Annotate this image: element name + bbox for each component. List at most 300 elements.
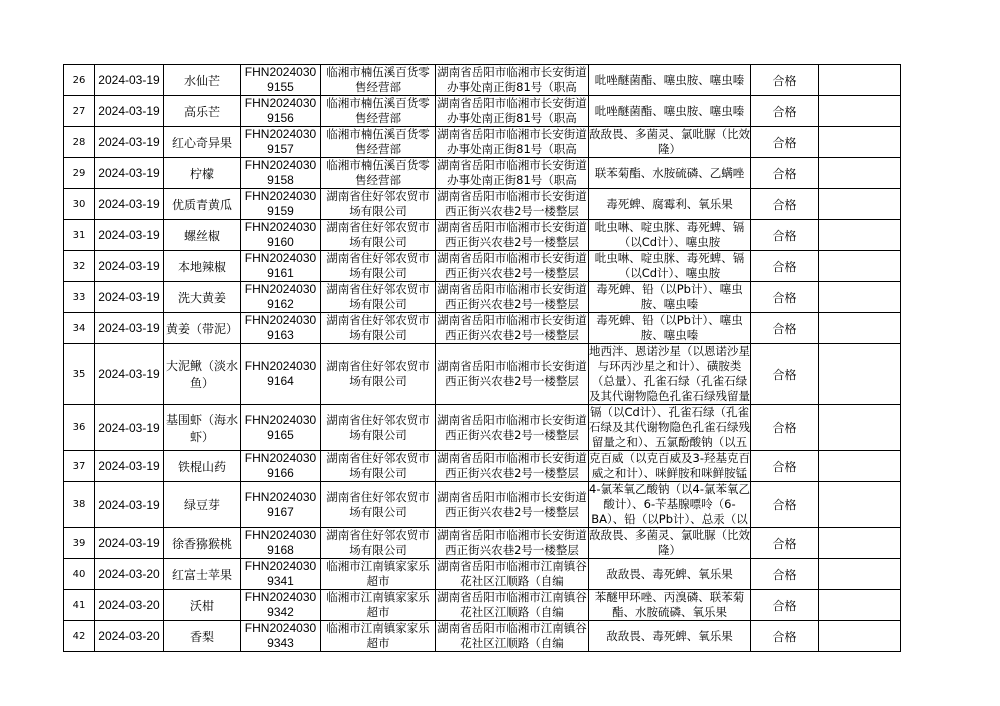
remark-cell — [819, 344, 901, 405]
sample-code-cell — [241, 313, 321, 344]
cell-text: 湖南省岳阳市临湘市江南镇谷花社区江顺路（自编 — [437, 621, 587, 650]
sample-code-part1: FHN2024030 — [244, 96, 317, 110]
result-cell — [751, 313, 819, 344]
test-result: 合格 — [772, 197, 797, 212]
sample-name-cell — [164, 282, 241, 313]
cell-text: 湖南省住好邻农贸市场有限公司 — [326, 313, 430, 342]
sampled-company-cell — [321, 482, 436, 528]
sampling-date-cell — [95, 220, 164, 251]
sample-code-part2: 9162 — [267, 297, 294, 311]
test-result: 合格 — [772, 498, 797, 512]
cell-text: 湖南省岳阳市临湘市长安街道办事处南正街81号（职高 — [437, 127, 587, 156]
test-result: 合格 — [772, 567, 797, 582]
sample-name: 绿豆芽 — [183, 498, 220, 512]
test-result: 合格 — [772, 459, 797, 474]
table-row — [64, 451, 901, 482]
cell-text: 湖南省岳阳市临湘市江南镇谷花社区江顺路（自编 — [437, 559, 587, 588]
remark-cell — [819, 158, 901, 189]
result-cell — [751, 96, 819, 127]
result-cell — [751, 127, 819, 158]
cell-text: 毒死蜱、铅（以Pb计）、噻虫胺、噻虫嗪 — [596, 313, 743, 342]
remark-cell — [819, 482, 901, 528]
cell-text: 湖南省住好邻农贸市场有限公司 — [326, 282, 430, 311]
row-number: 30 — [72, 198, 86, 210]
sample-code-cell — [241, 344, 321, 405]
remark-cell — [819, 528, 901, 559]
cell-text: 联苯菊酯、水胺硫磷、乙螨唑 — [594, 165, 745, 180]
row-number: 34 — [72, 322, 86, 334]
sample-name-cell — [164, 65, 241, 96]
row-number: 38 — [72, 499, 86, 510]
cell-text: 4-氯苯氧乙酸钠（以4-氯苯氧乙酸计）、6-苄基腺嘌呤（6-BA）、铅（以Pb计）、总汞（以 — [589, 482, 750, 526]
result-cell — [751, 482, 819, 528]
sampled-company-cell — [321, 282, 436, 313]
cell-text: 湖南省住好邻农贸市场有限公司 — [326, 220, 430, 249]
sample-code-part2: 9161 — [267, 266, 294, 280]
table-row — [64, 344, 901, 405]
test-result: 合格 — [772, 73, 797, 88]
table-row — [64, 189, 901, 220]
cell-text: 湖南省岳阳市临湘市长安街道办事处南正街81号（职高 — [437, 158, 587, 187]
sample-code-part1: FHN2024030 — [244, 158, 317, 172]
row-number: 37 — [72, 460, 86, 472]
row-number-cell — [64, 65, 95, 96]
sampling-date-cell — [95, 528, 164, 559]
cell-text: 敌敌畏、多菌灵、氯吡脲（比效隆） — [589, 528, 750, 557]
sample-name-cell — [164, 313, 241, 344]
remark-cell — [819, 127, 901, 158]
row-number: 32 — [72, 260, 86, 272]
cell-text: 毒死蜱、铅（以Pb计）、噻虫胺、噻虫嗪 — [596, 282, 743, 311]
sample-code-part2: 9341 — [267, 574, 294, 588]
result-cell — [751, 451, 819, 482]
test-result: 合格 — [772, 166, 797, 181]
sample-code-cell — [241, 405, 321, 451]
test-items-cell — [589, 482, 751, 528]
table-row — [64, 528, 901, 559]
cell-text: 湖南省住好邻农贸市场有限公司 — [326, 189, 430, 218]
table-row — [64, 282, 901, 313]
sampled-company-cell — [321, 313, 436, 344]
row-number: 26 — [72, 74, 86, 86]
sample-code-part1: FHN2024030 — [244, 313, 317, 327]
sample-code-cell — [241, 482, 321, 528]
sampling-date: 2024-03-19 — [98, 73, 160, 87]
cell-text: 湖南省岳阳市临湘市长安街道西正街兴农巷2号一楼整层 — [437, 313, 587, 342]
remark-cell — [819, 621, 901, 652]
row-number: 39 — [72, 537, 86, 549]
sampled-company-cell — [321, 96, 436, 127]
remark-cell — [819, 96, 901, 127]
table-row — [64, 559, 901, 590]
result-cell — [751, 158, 819, 189]
sampled-company-cell — [321, 220, 436, 251]
remark-cell — [819, 220, 901, 251]
sampling-date: 2024-03-19 — [98, 321, 160, 335]
sampled-company-cell — [321, 621, 436, 652]
cell-text: 湖南省岳阳市临湘市长安街道西正街兴农巷2号一楼整层 — [437, 220, 587, 249]
sampling-date-cell — [95, 405, 164, 451]
sample-code-part1: FHN2024030 — [244, 621, 317, 635]
sampling-date-cell — [95, 590, 164, 621]
sample-code-part2: 9167 — [267, 504, 294, 519]
table-row — [64, 251, 901, 282]
table-row — [64, 621, 901, 652]
test-items-cell — [589, 344, 751, 405]
company-address-cell — [436, 621, 589, 652]
sampling-date: 2024-03-19 — [98, 420, 160, 435]
sample-name: 优质青黄瓜 — [171, 197, 232, 212]
test-items-cell — [589, 405, 751, 451]
test-items-cell — [589, 127, 751, 158]
sampling-date-cell — [95, 559, 164, 590]
sample-code-part1: FHN2024030 — [244, 528, 317, 542]
company-address-cell — [436, 251, 589, 282]
sample-code-part1: FHN2024030 — [244, 489, 317, 504]
sample-code-part2: 9157 — [267, 142, 294, 156]
sampling-date: 2024-03-20 — [98, 567, 160, 581]
cell-text: 湖南省岳阳市临湘市长安街道西正街兴农巷2号一楼整层 — [437, 359, 587, 388]
sample-code-part1: FHN2024030 — [244, 251, 317, 265]
company-address-cell — [436, 96, 589, 127]
sampling-date-cell — [95, 451, 164, 482]
sample-name: 大泥鳅（淡水鱼） — [165, 359, 238, 390]
sample-name: 黄姜（带泥） — [165, 321, 238, 336]
sampled-company-cell — [321, 559, 436, 590]
row-number-cell — [64, 482, 95, 528]
company-address-cell — [436, 528, 589, 559]
sampling-date-cell — [95, 282, 164, 313]
sample-code-cell — [241, 282, 321, 313]
sample-code-part2: 9159 — [267, 204, 294, 218]
sample-code-cell — [241, 621, 321, 652]
row-number-cell — [64, 590, 95, 621]
sampling-date-cell — [95, 127, 164, 158]
company-address-cell — [436, 189, 589, 220]
row-number-cell — [64, 251, 95, 282]
row-number-cell — [64, 189, 95, 220]
table-row — [64, 96, 901, 127]
company-address-cell — [436, 559, 589, 590]
sampling-date: 2024-03-20 — [98, 598, 160, 612]
sample-name: 沃柑 — [189, 598, 214, 613]
sampling-date: 2024-03-19 — [98, 197, 160, 211]
result-cell — [751, 220, 819, 251]
sampling-date-cell — [95, 96, 164, 127]
row-number: 42 — [72, 630, 86, 642]
sample-code-part1: FHN2024030 — [244, 590, 317, 604]
cell-text: 湖南省岳阳市临湘市长安街道西正街兴农巷2号一楼整层 — [437, 489, 587, 519]
cell-text: 敌敌畏、毒死蜱、氧乐果 — [606, 566, 733, 581]
sampling-date: 2024-03-19 — [98, 135, 160, 149]
company-address-cell — [436, 482, 589, 528]
sampling-date: 2024-03-19 — [98, 459, 160, 473]
result-cell — [751, 405, 819, 451]
sample-name-cell — [164, 405, 241, 451]
cell-text: 镉（以Cd计）、孔雀石绿（孔雀石绿及其代谢物隐色孔雀石绿残留量之和）、五氯酚酸钠（以五 — [589, 405, 750, 449]
sample-code-cell — [241, 528, 321, 559]
sample-name-cell — [164, 559, 241, 590]
sample-code-part2: 9343 — [267, 636, 294, 650]
sample-name-cell — [164, 189, 241, 220]
sample-code-part2: 9156 — [267, 111, 294, 125]
cell-text: 苯醚甲环唑、丙溴磷、联苯菊酯、水胺硫磷、氧乐果 — [594, 590, 745, 619]
sampling-date-cell — [95, 251, 164, 282]
sampling-date: 2024-03-19 — [98, 259, 160, 273]
remark-cell — [819, 590, 901, 621]
company-address-cell — [436, 313, 589, 344]
sampling-date-cell — [95, 344, 164, 405]
sampling-date: 2024-03-19 — [98, 290, 160, 304]
cell-text: 吡虫啉、啶虫脒、毒死蜱、镉（以Cd计）、噻虫胺 — [594, 220, 745, 249]
sampling-date: 2024-03-20 — [98, 629, 160, 643]
row-number-cell — [64, 621, 95, 652]
cell-text: 临湘市楠伍溪百货零售经营部 — [326, 127, 430, 156]
company-address-cell — [436, 590, 589, 621]
sampled-company-cell — [321, 189, 436, 220]
row-number-cell — [64, 344, 95, 405]
sample-name: 柠檬 — [189, 166, 214, 181]
cell-text: 临湘市江南镇家家乐超市 — [326, 590, 430, 619]
sampling-date-cell — [95, 313, 164, 344]
sampling-date: 2024-03-19 — [98, 228, 160, 242]
cell-text: 湖南省住好邻农贸市场有限公司 — [326, 251, 430, 280]
test-result: 合格 — [772, 228, 797, 243]
cell-text: 临湘市楠伍溪百货零售经营部 — [326, 96, 430, 125]
sampling-date-cell — [95, 65, 164, 96]
remark-cell — [819, 451, 901, 482]
sample-name: 香梨 — [189, 629, 214, 644]
cell-text: 湖南省岳阳市临湘市长安街道西正街兴农巷2号一楼整层 — [437, 528, 587, 557]
result-cell — [751, 528, 819, 559]
sample-code-cell — [241, 590, 321, 621]
sample-code-part1: FHN2024030 — [244, 359, 317, 373]
row-number-cell — [64, 96, 95, 127]
table-row — [64, 220, 901, 251]
sample-code-part2: 9168 — [267, 543, 294, 557]
table-row — [64, 127, 901, 158]
sample-name-cell — [164, 451, 241, 482]
remark-cell — [819, 282, 901, 313]
result-cell — [751, 621, 819, 652]
cell-text: 临湘市江南镇家家乐超市 — [326, 621, 430, 650]
sample-code-part1: FHN2024030 — [244, 451, 317, 465]
sampled-company-cell — [321, 528, 436, 559]
sample-code-cell — [241, 158, 321, 189]
sampling-date-cell — [95, 189, 164, 220]
table-body — [64, 65, 901, 652]
sample-name: 基围虾（海水虾） — [165, 412, 238, 444]
company-address-cell — [436, 451, 589, 482]
company-address-cell — [436, 405, 589, 451]
cell-text: 湖南省岳阳市临湘市江南镇谷花社区江顺路（自编 — [437, 590, 587, 619]
cell-text: 敌敌畏、毒死蜱、氧乐果 — [606, 628, 733, 643]
sample-name: 徐香猕猴桃 — [171, 536, 232, 551]
cell-text: 湖南省岳阳市临湘市长安街道西正街兴农巷2号一楼整层 — [437, 412, 587, 442]
row-number: 41 — [72, 599, 86, 611]
remark-cell — [819, 189, 901, 220]
test-items-cell — [589, 189, 751, 220]
sample-code-part2: 9158 — [267, 173, 294, 187]
test-items-cell — [589, 282, 751, 313]
test-result: 合格 — [772, 598, 797, 613]
cell-text: 敌敌畏、多菌灵、氯吡脲（比效隆） — [589, 127, 750, 156]
test-items-cell — [589, 251, 751, 282]
sample-code-part2: 9160 — [267, 235, 294, 249]
table-row — [64, 405, 901, 451]
company-address-cell — [436, 65, 589, 96]
sample-code-part2: 9166 — [267, 466, 294, 480]
result-cell — [751, 282, 819, 313]
sample-code-cell — [241, 451, 321, 482]
row-number-cell — [64, 158, 95, 189]
test-result: 合格 — [772, 536, 797, 551]
sampling-date: 2024-03-19 — [98, 166, 160, 180]
row-number: 29 — [72, 167, 86, 179]
cell-text: 吡唑醚菌酯、噻虫胺、噻虫嗪 — [594, 103, 745, 118]
sampled-company-cell — [321, 405, 436, 451]
remark-cell — [819, 313, 901, 344]
sampled-company-cell — [321, 590, 436, 621]
cell-text: 湖南省住好邻农贸市场有限公司 — [326, 489, 430, 519]
sample-name-cell — [164, 96, 241, 127]
cell-text: 湖南省住好邻农贸市场有限公司 — [326, 451, 430, 480]
row-number-cell — [64, 282, 95, 313]
remark-cell — [819, 65, 901, 96]
sample-name-cell — [164, 251, 241, 282]
sampled-company-cell — [321, 251, 436, 282]
sample-name: 铁棍山药 — [177, 459, 226, 474]
table-row — [64, 482, 901, 528]
test-items-cell — [589, 158, 751, 189]
company-address-cell — [436, 127, 589, 158]
test-result: 合格 — [772, 367, 797, 382]
sample-code-part1: FHN2024030 — [244, 412, 317, 427]
row-number: 35 — [72, 368, 86, 380]
sampled-company-cell — [321, 344, 436, 405]
cell-text: 湖南省岳阳市临湘市长安街道西正街兴农巷2号一楼整层 — [437, 189, 587, 218]
sample-code-part2: 9155 — [267, 80, 294, 94]
result-cell — [751, 590, 819, 621]
cell-text: 湖南省岳阳市临湘市长安街道办事处南正街81号（职高 — [437, 96, 587, 125]
sampled-company-cell — [321, 65, 436, 96]
cell-text: 湖南省住好邻农贸市场有限公司 — [326, 412, 430, 442]
sample-code-cell — [241, 127, 321, 158]
sample-name: 洗大黄姜 — [177, 290, 226, 305]
sampling-date: 2024-03-19 — [98, 367, 160, 381]
sampled-company-cell — [321, 451, 436, 482]
test-items-cell — [589, 559, 751, 590]
test-items-cell — [589, 621, 751, 652]
remark-cell — [819, 405, 901, 451]
sampled-company-cell — [321, 127, 436, 158]
test-items-cell — [589, 65, 751, 96]
cell-text: 湖南省岳阳市临湘市长安街道西正街兴农巷2号一楼整层 — [437, 282, 587, 311]
row-number: 31 — [72, 229, 86, 241]
sample-code-part1: FHN2024030 — [244, 282, 317, 296]
sample-code-part2: 9163 — [267, 328, 294, 342]
remark-cell — [819, 251, 901, 282]
sample-name-cell — [164, 528, 241, 559]
sampling-date: 2024-03-19 — [98, 536, 160, 550]
row-number: 36 — [72, 422, 86, 433]
cell-text: 克百威（以克百威及3-羟基克百威之和计）、咪鲜胺和咪鲜胺锰 — [589, 451, 750, 480]
sample-code-cell — [241, 220, 321, 251]
test-items-cell — [589, 313, 751, 344]
test-result: 合格 — [772, 135, 797, 150]
cell-text: 吡唑醚菌酯、噻虫胺、噻虫嗪 — [594, 72, 745, 87]
test-items-cell — [589, 590, 751, 621]
sample-name-cell — [164, 344, 241, 405]
company-address-cell — [436, 158, 589, 189]
sample-code-cell — [241, 65, 321, 96]
sample-name: 红富士苹果 — [171, 567, 232, 582]
sample-code-part2: 9164 — [267, 374, 294, 388]
cell-text: 地西泮、恩诺沙星（以恩诺沙星与环丙沙星之和计）、磺胺类（总量）、孔雀石绿（孔雀石绿及其代谢物隐色孔雀石绿残留量 — [589, 344, 750, 403]
row-number: 27 — [72, 105, 86, 117]
cell-text: 湖南省岳阳市临湘市长安街道办事处南正街81号（职高 — [437, 65, 587, 94]
cell-text: 湖南省岳阳市临湘市长安街道西正街兴农巷2号一楼整层 — [437, 451, 587, 480]
sample-code-part2: 9342 — [267, 605, 294, 619]
sample-code-part1: FHN2024030 — [244, 65, 317, 79]
cell-text: 吡虫啉、啶虫脒、毒死蜱、镉（以Cd计）、噻虫胺 — [594, 251, 745, 280]
test-result: 合格 — [772, 629, 797, 644]
test-result: 合格 — [772, 421, 797, 435]
sampling-date-cell — [95, 621, 164, 652]
row-number-cell — [64, 451, 95, 482]
sample-code-part1: FHN2024030 — [244, 127, 317, 141]
test-result: 合格 — [772, 290, 797, 305]
sample-code-part1: FHN2024030 — [244, 189, 317, 203]
company-address-cell — [436, 344, 589, 405]
sample-code-cell — [241, 559, 321, 590]
result-cell — [751, 189, 819, 220]
company-address-cell — [436, 282, 589, 313]
table-row — [64, 65, 901, 96]
row-number-cell — [64, 405, 95, 451]
row-number: 40 — [72, 568, 86, 580]
sample-name: 红心奇异果 — [171, 135, 232, 150]
remark-cell — [819, 559, 901, 590]
row-number-cell — [64, 313, 95, 344]
test-items-cell — [589, 96, 751, 127]
inspection-results-table — [63, 64, 901, 652]
row-number-cell — [64, 528, 95, 559]
row-number-cell — [64, 220, 95, 251]
result-cell — [751, 344, 819, 405]
cell-text: 湖南省住好邻农贸市场有限公司 — [326, 528, 430, 557]
sampling-date-cell — [95, 158, 164, 189]
table-row — [64, 590, 901, 621]
sample-name: 本地辣椒 — [177, 259, 226, 274]
sample-name-cell — [164, 158, 241, 189]
cell-text: 临湘市楠伍溪百货零售经营部 — [326, 158, 430, 187]
sample-name-cell — [164, 220, 241, 251]
cell-text: 临湘市江南镇家家乐超市 — [326, 559, 430, 588]
test-items-cell — [589, 451, 751, 482]
sample-code-part1: FHN2024030 — [244, 559, 317, 573]
sample-name-cell — [164, 621, 241, 652]
sampled-company-cell — [321, 158, 436, 189]
sample-name: 高乐芒 — [183, 104, 220, 119]
sampling-date-cell — [95, 482, 164, 528]
test-items-cell — [589, 528, 751, 559]
sample-name-cell — [164, 590, 241, 621]
row-number-cell — [64, 127, 95, 158]
cell-text: 临湘市楠伍溪百货零售经营部 — [326, 65, 430, 94]
result-cell — [751, 559, 819, 590]
test-result: 合格 — [772, 259, 797, 274]
